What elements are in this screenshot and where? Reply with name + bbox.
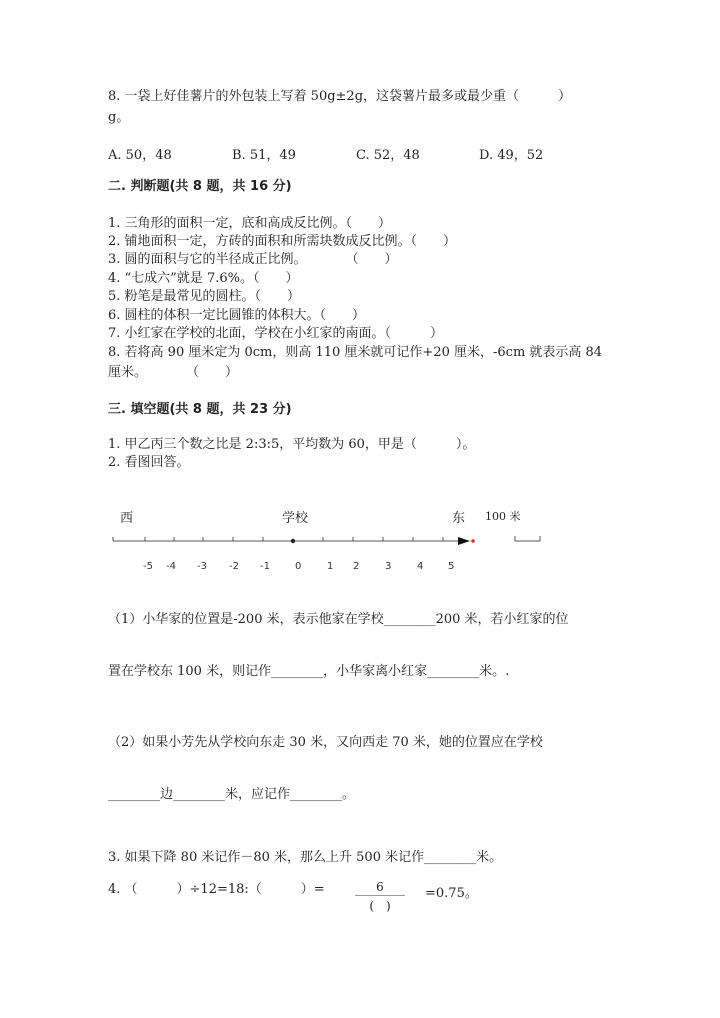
fill-q4-start: 4. （ ）÷12=18:（ ）=	[108, 882, 325, 897]
tick-label: 1	[327, 561, 334, 572]
tick-label: 2	[353, 561, 360, 572]
fraction-denominator: ( )	[369, 899, 391, 913]
judge-item: 8. 若将高 90 厘米定为 0cm，则高 110 厘米就可记作+20 厘米，-6cm 就表示高 84	[108, 345, 603, 360]
section3-heading: 三. 填空题(共 8 题，共 23 分)	[108, 402, 292, 417]
tick-label: 5	[448, 561, 455, 572]
tick-label: -4	[166, 561, 176, 572]
judge-item: 3. 圆的面积与它的半径成正比例。 （ ）	[108, 252, 398, 267]
fill-q2: 2. 看图回答。	[108, 455, 190, 470]
fraction-numerator: 6	[376, 880, 384, 894]
judge-item: 4. “七成六”就是 7.6%。（ ）	[108, 271, 299, 286]
judge-item: 2. 铺地面积一定，方砖的面积和所需块数成反比例。（ ）	[108, 234, 457, 249]
q8-line1: 8. 一袋上好佳薯片的外包装上写着 50g±2g，这袋薯片最多或最少重（ ）	[108, 89, 572, 104]
school-point	[291, 539, 295, 543]
judge-item: 5. 粉笔是最常见的圆柱。（ ）	[108, 289, 301, 304]
fill-q3: 3. 如果下降 80 米记作－80 米，那么上升 500 米记作________米。	[108, 850, 503, 865]
tick-label: 3	[385, 561, 392, 572]
tick-label: -2	[229, 561, 239, 572]
fill-q2-2-line2: ________边________米，应记作________。	[108, 787, 356, 802]
fill-q4-end: =0.75。	[425, 886, 478, 901]
option-a: A. 50，48	[108, 148, 172, 163]
judge-item: 6. 圆柱的体积一定比圆锥的体积大。（ ）	[108, 308, 366, 323]
option-b: B. 51，49	[232, 148, 296, 163]
school-label: 学校	[282, 511, 309, 526]
scale-bar	[515, 536, 540, 541]
judge-item: 1. 三角形的面积一定，底和高成反比例。（ ）	[108, 216, 392, 231]
q8-line2: g。	[108, 110, 130, 125]
option-d: D. 49，52	[479, 148, 544, 163]
option-c: C. 52，48	[356, 148, 420, 163]
fraction	[355, 880, 405, 914]
fill-q2-2-line1: （2）如果小芳先从学校向东走 30 米，又向西走 70 米，她的位置应在学校	[108, 735, 543, 750]
east-label: 东	[452, 511, 466, 526]
fill-q2-1-line1: （1）小华家的位置是-200 米，表示他家在学校________200 米，若小红家的位	[108, 612, 569, 627]
arrow-head	[458, 537, 470, 545]
section2-heading: 二. 判断题(共 8 题，共 16 分)	[108, 179, 292, 194]
tick-label: -3	[197, 561, 207, 572]
west-label: 西	[120, 511, 134, 526]
judge-item: 厘米。 （ ）	[108, 365, 239, 380]
fill-q2-1-line2: 置在学校东 100 米，则记作________，小华家离小红家________米。.	[108, 664, 510, 679]
red-point	[471, 539, 475, 543]
tick-label: 0	[295, 561, 302, 572]
scale-label: 100 米	[485, 510, 521, 523]
tick-label: -1	[260, 561, 270, 572]
judge-item: 7. 小红家在学校的北面，学校在小红家的南面。（ ）	[108, 326, 444, 341]
tick-label: 4	[417, 561, 424, 572]
tick-label: -5	[143, 561, 153, 572]
fill-q1: 1. 甲乙丙三个数之比是 2:3:5，平均数为 60，甲是（ ）。	[108, 437, 476, 452]
